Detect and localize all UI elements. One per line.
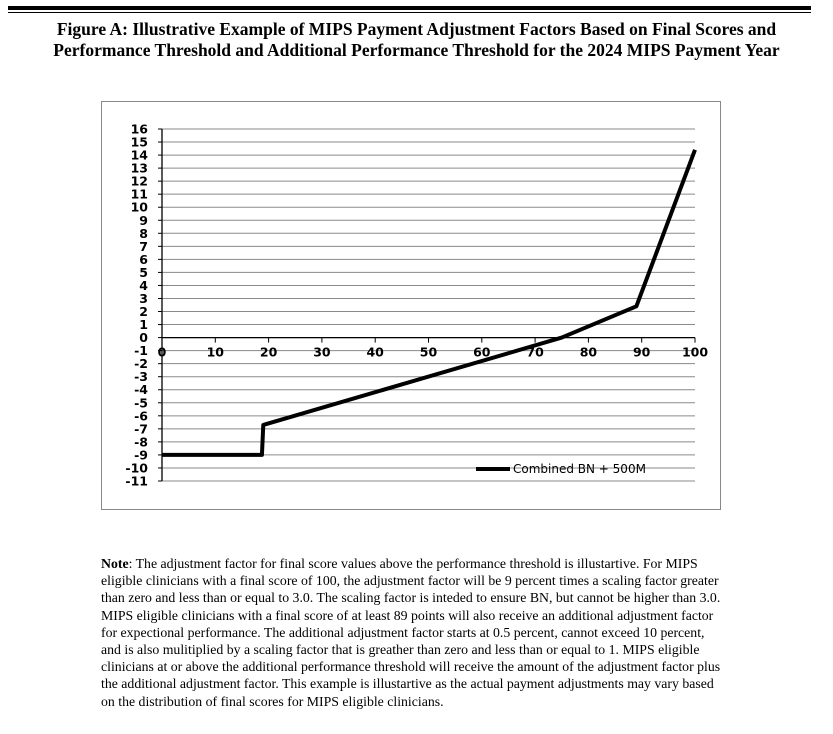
series-line [162,150,695,455]
y-tick-label: 12 [130,173,148,189]
y-tick-label: 7 [139,238,148,254]
axes [158,129,695,481]
y-tick-label: 0 [139,330,148,346]
y-tick-label: 4 [139,277,148,293]
legend-swatch [476,467,510,471]
y-tick-label: -9 [134,447,148,463]
y-tick-label: -4 [134,382,148,398]
y-tick-label: -3 [134,369,148,385]
x-tick-label: 70 [526,344,544,360]
grid-lines [162,129,695,481]
x-tick-label: 40 [366,344,384,360]
x-tick-label: 20 [259,344,278,360]
y-tick-label: 14 [130,147,148,163]
y-tick-label: 3 [139,290,148,306]
x-tick-label: 80 [579,344,598,360]
y-tick-label: -6 [134,408,148,424]
y-tick-label: 5 [139,264,148,280]
note-text: : The adjustment factor for final score values above the performance threshold is illustartive. For MIPS eligible clinicians with a final score of 100, the adjustment factor will be 9 percent times a scaling factor greater than zero and less than or equal to 3.0. The scaling factor is inteded to ensure BN, but cannot be higher than 3.0. MIPS eligible clinicians with a final score of at least 89 points will also receive an additional adjustment factor for expectional performance. The additional adjustment factor starts at 0.5 percent, cannot exceed 10 percent, and is also mulitiplied by a scaling factor that is greather than zero and less than or equal to 1. MIPS eligible clinicians at or above the additional performance threshold will receive the amount of the adjustment factor plus the additional adjustment factor. This example is illustartive as the actual payment adjustments may vary based on the distribution of final scores for MIPS eligible clinicians. [101,556,721,709]
series-lines [162,150,695,455]
x-tick-label: 90 [632,344,651,360]
note-paragraph [101,555,726,710]
y-tick-label: 8 [139,225,148,241]
x-tick-labels [158,345,709,360]
x-tick-label: 50 [419,344,438,360]
y-tick-label: 15 [130,134,148,150]
y-tick-label: 9 [139,212,148,228]
y-tick-label: -2 [134,356,148,372]
y-tick-label: 6 [139,251,148,267]
y-tick-label: 13 [130,160,148,176]
y-tick-label: -5 [134,395,148,411]
y-tick-labels [125,122,148,489]
y-tick-label: -8 [134,434,148,450]
x-tick-label: 60 [473,344,491,360]
y-tick-label: 10 [130,199,148,215]
y-tick-label: -1 [134,343,148,359]
y-tick-label: 2 [139,304,148,320]
y-tick-label: -7 [134,421,148,437]
x-tick-label: 0 [157,344,167,360]
chart-legend [476,462,646,476]
y-tick-label: -10 [125,460,148,476]
x-tick-label: 100 [681,344,709,360]
y-tick-label: 1 [139,317,148,333]
figure-title: Figure A: Illustrative Example of MIPS Payment Adjustment Factors Based on Final Scores and Performance Threshold and Additional Performance Threshold for the 2024 MIPS Payment Year [53,19,780,60]
legend-label: Combined BN + 500M [513,462,646,476]
x-tick-label: 10 [206,344,225,360]
y-tick-label: 11 [130,186,148,202]
x-tick-label: 30 [313,344,331,360]
y-tick-label: 16 [130,121,148,137]
y-tick-label: -11 [125,473,148,489]
note-label: Note [101,556,129,571]
